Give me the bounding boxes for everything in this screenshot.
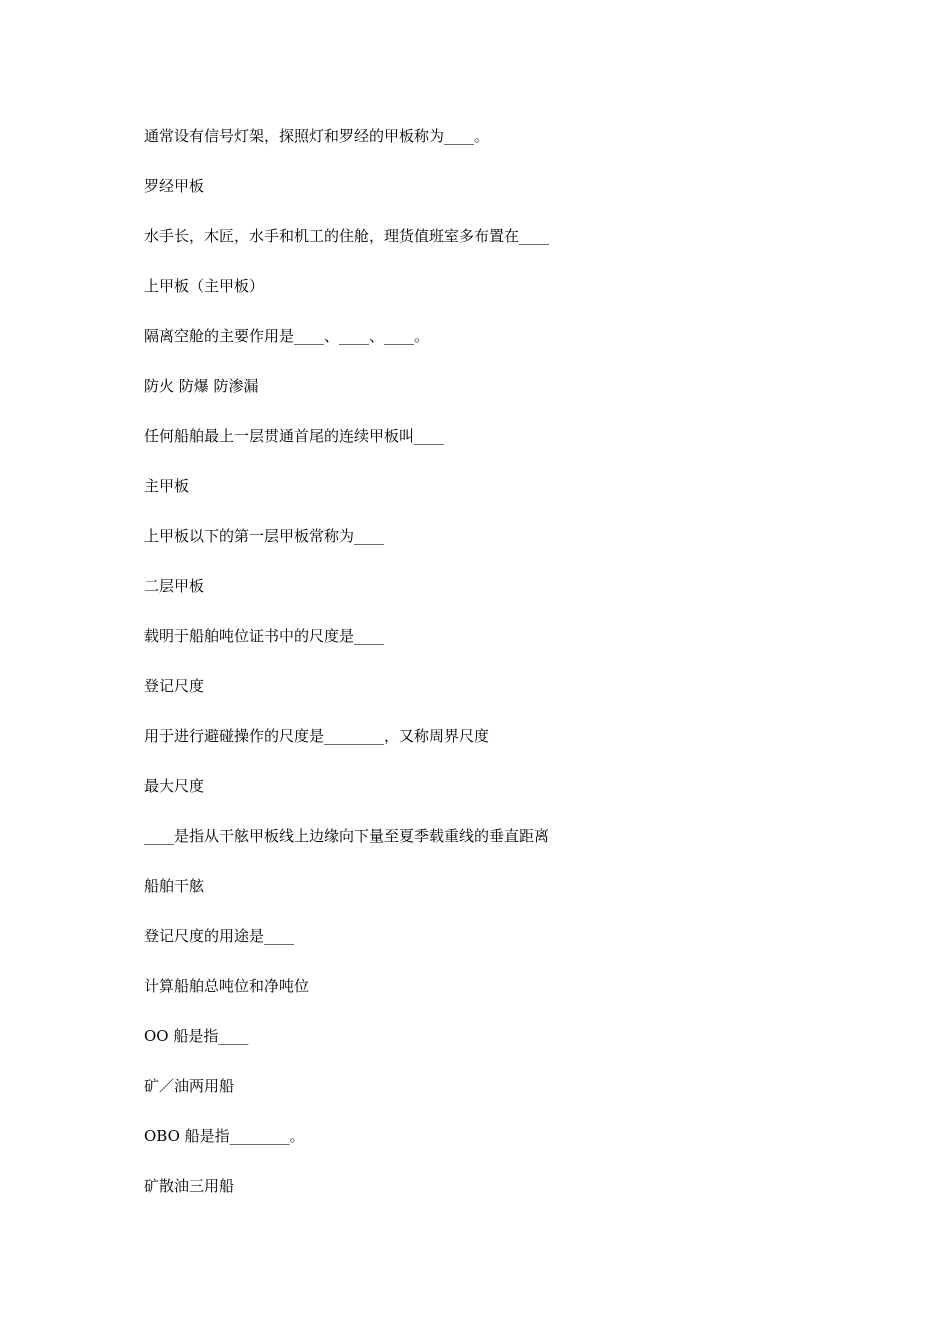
question-text: 通常设有信号灯架，探照灯和罗经的甲板称为____。	[144, 127, 490, 145]
answer-text: 二层甲板	[144, 577, 205, 595]
answer-text: 罗经甲板	[144, 177, 205, 195]
answer-text: 矿散油三用船	[144, 1177, 235, 1195]
answer-text: 主甲板	[144, 477, 190, 495]
answer-text: 矿／油两用船	[144, 1077, 235, 1095]
question-text: ____是指从干舷甲板线上边缘向下量至夏季载重线的垂直距离	[144, 827, 550, 845]
question-text: 载明于船舶吨位证书中的尺度是____	[144, 627, 385, 645]
question-text: 任何船舶最上一层贯通首尾的连续甲板叫____	[144, 427, 445, 445]
document-body	[144, 124, 824, 1224]
answer-text: 最大尺度	[144, 777, 205, 795]
answer-text: 船舶干舷	[144, 877, 205, 895]
question-text: 上甲板以下的第一层甲板常称为____	[144, 527, 385, 545]
question-text: 用于进行避碰操作的尺度是________，又称周界尺度	[144, 727, 490, 745]
answer-text: 登记尺度	[144, 677, 205, 695]
answer-text: 上甲板（主甲板）	[144, 277, 265, 295]
question-text: 水手长，木匠，水手和机工的住舱，理货值班室多布置在____	[144, 227, 550, 245]
answer-text: 计算船舶总吨位和净吨位	[144, 977, 310, 995]
question-text: OBO 船是指________。	[144, 1127, 305, 1145]
question-text: 登记尺度的用途是____	[144, 927, 295, 945]
answer-text: 防火 防爆 防渗漏	[144, 377, 259, 395]
question-text: 隔离空舱的主要作用是____、____、____。	[144, 327, 430, 345]
question-text: OO 船是指____	[144, 1027, 249, 1045]
